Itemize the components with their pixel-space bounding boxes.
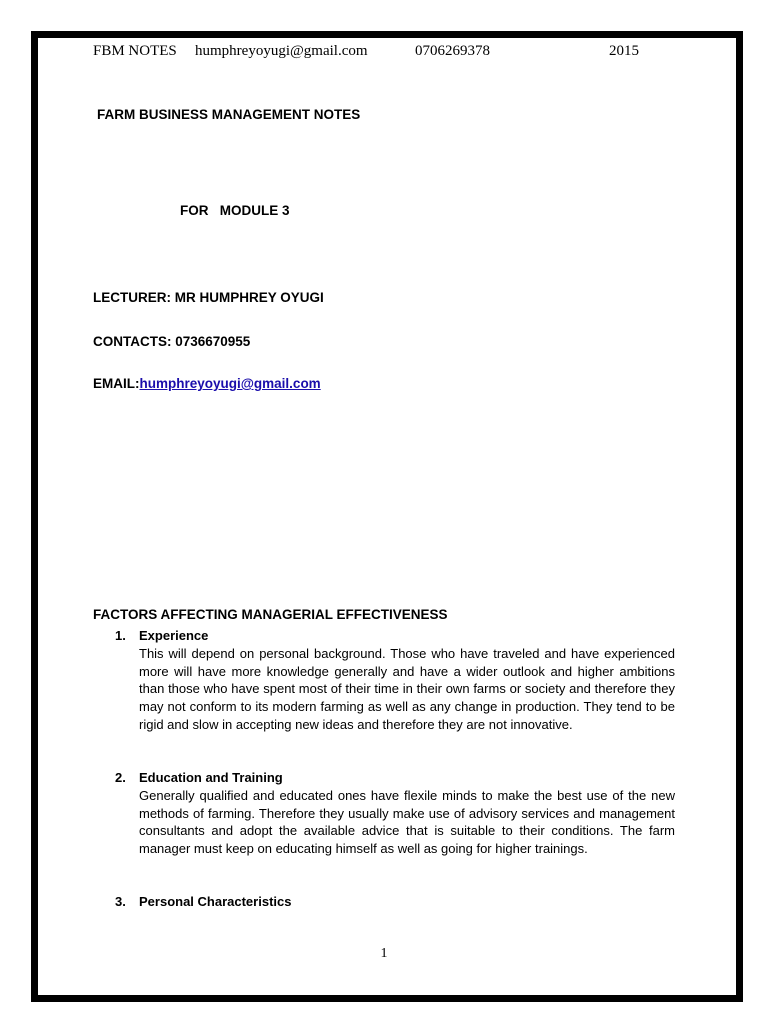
list-item-body: This will depend on personal background. Those who have traveled and have experienced more will have more knowledge generally and have a wider outlook and higher ambitions than those who have spent most of their time in their own farms or society and therefore they may not conform to its modern farming as well as any change in production. They tend to be rigid and slow in accepting new ideas and therefore they are not innovative. bbox=[139, 646, 675, 732]
document-title: FARM BUSINESS MANAGEMENT NOTES bbox=[97, 107, 361, 122]
list-item bbox=[115, 893, 675, 911]
page-header bbox=[93, 43, 708, 61]
list-item-number: 3. bbox=[115, 894, 126, 909]
page-number: 1 bbox=[380, 946, 388, 961]
list-item bbox=[115, 769, 675, 858]
list-item-heading bbox=[115, 627, 675, 645]
email-line bbox=[93, 376, 321, 391]
list-item-title: Education and Training bbox=[139, 770, 283, 785]
email-label: EMAIL: bbox=[93, 376, 140, 391]
module-label: FOR MODULE 3 bbox=[180, 203, 290, 218]
list-item-number: 1. bbox=[115, 628, 126, 643]
list-item-number: 2. bbox=[115, 770, 126, 785]
email-link[interactable]: humphreyoyugi@gmail.com bbox=[139, 376, 321, 391]
lecturer-line: LECTURER: MR HUMPHREY OYUGI bbox=[93, 290, 324, 305]
list-item-title: Experience bbox=[139, 628, 209, 643]
header-email: humphreyoyugi@gmail.com bbox=[195, 43, 368, 59]
list-item-heading bbox=[115, 769, 675, 787]
list-item-heading bbox=[115, 893, 675, 911]
list-item-body: Generally qualified and educated ones have flexile minds to make the best use of the new methods of farming. Therefore they usually make use of advisory services and management consultants and adopt the available advice that is suitable to their conditions. The farm manager must keep on educating himself as well as going for higher trainings. bbox=[139, 788, 675, 857]
contacts-line: CONTACTS: 0736670955 bbox=[93, 334, 251, 349]
header-phone: 0706269378 bbox=[415, 43, 490, 59]
header-year: 2015 bbox=[609, 43, 639, 59]
header-label: FBM NOTES bbox=[93, 43, 177, 59]
list-item bbox=[115, 627, 675, 734]
list-item-title: Personal Characteristics bbox=[139, 894, 292, 909]
section-heading: FACTORS AFFECTING MANAGERIAL EFFECTIVENESS bbox=[93, 607, 448, 622]
